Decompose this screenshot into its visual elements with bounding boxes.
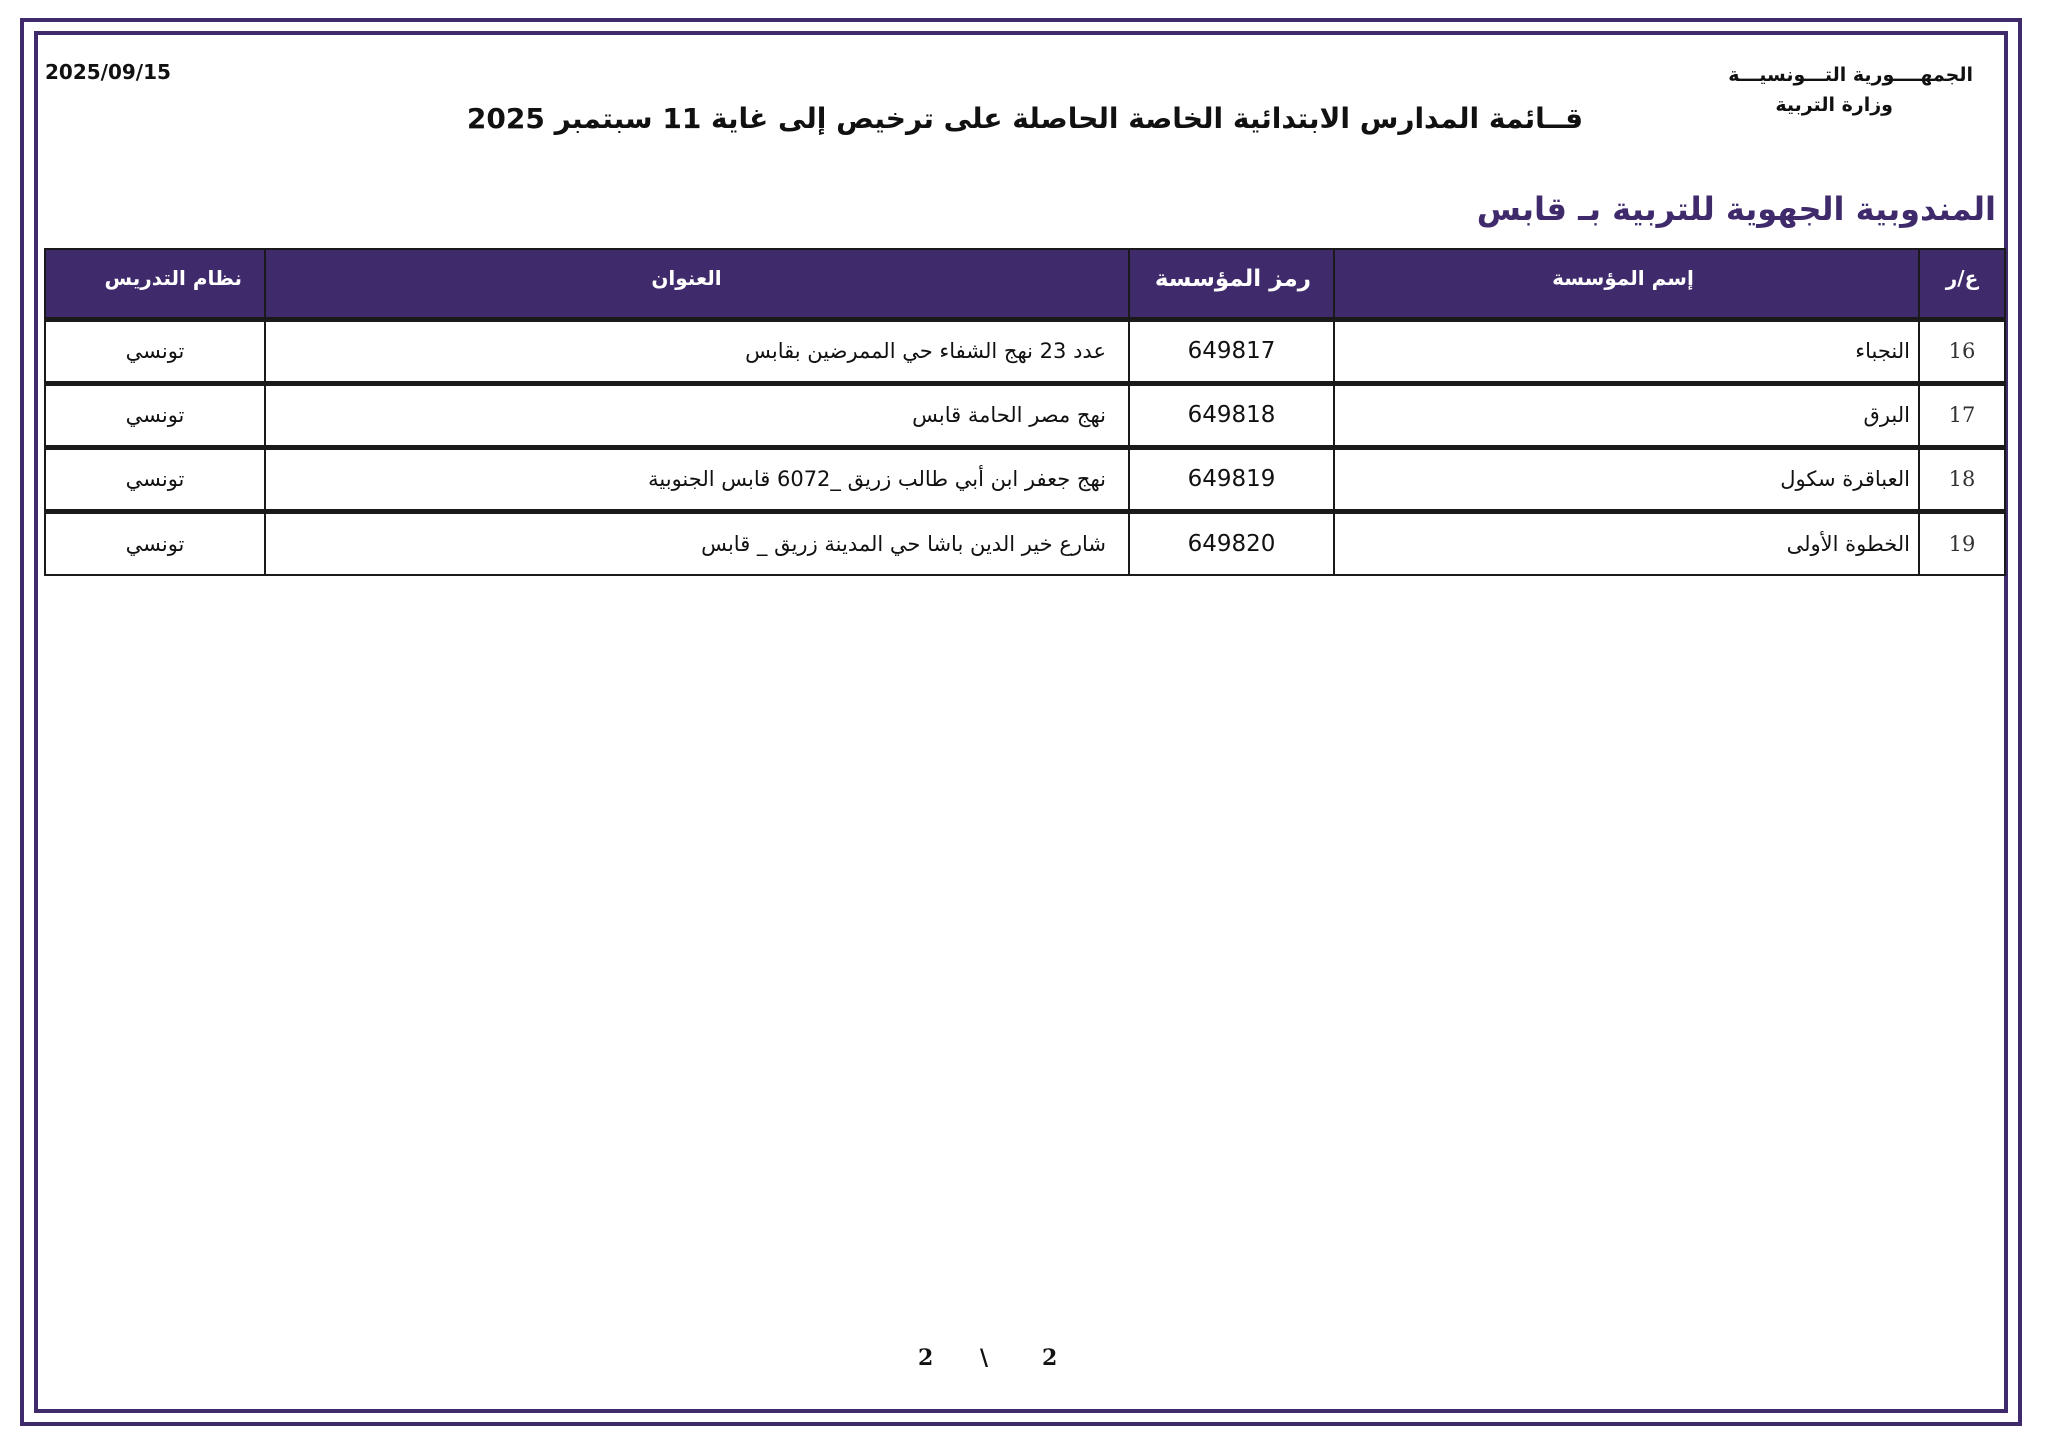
cell-system: تونسي [45,319,265,383]
cell-num: 16 [1919,319,2005,383]
ministry-label: وزارة التربية [1775,94,1893,116]
document-title: قــائمة المدارس الابتدائية الخاصة الحاصلة على ترخيص إلى غاية 11 سبتمبر 2025 [466,102,1584,135]
cell-address: شارع خير الدين باشا حي المدينة زريق _ قابس [265,511,1129,575]
page-separator: \ [980,1345,989,1371]
table-row [45,319,2005,383]
header-system: نظام التدريس [45,249,265,319]
table-header-row [45,249,2005,319]
cell-name: الخطوة الأولى [1334,511,1919,575]
page-current: 2 [1042,1345,1058,1371]
cell-name: النجباء [1334,319,1919,383]
cell-address: عدد 23 نهج الشفاء حي الممرضين بقابس [265,319,1129,383]
cell-code: 649820 [1129,511,1334,575]
region-title: المندوبية الجهوية للتربية بـ قابس [1476,190,1996,228]
header-name: إسم المؤسسة [1334,249,1919,319]
cell-num: 18 [1919,447,2005,511]
cell-num: 17 [1919,383,2005,447]
cell-name: البرق [1334,383,1919,447]
page-total: 2 [918,1345,934,1371]
cell-name: العباقرة سكول [1334,447,1919,511]
cell-address: نهج جعفر ابن أبي طالب زريق _6072 قابس الجنوبية [265,447,1129,511]
page-number [900,1345,1120,1375]
cell-system: تونسي [45,383,265,447]
cell-address: نهج مصر الحامة قابس [265,383,1129,447]
cell-system: تونسي [45,511,265,575]
cell-code: 649818 [1129,383,1334,447]
table-row [45,383,2005,447]
cell-code: 649819 [1129,447,1334,511]
cell-code: 649817 [1129,319,1334,383]
republic-label: الجمهــــورية التـــونسيـــة [1728,64,1973,86]
cell-num: 19 [1919,511,2005,575]
page-border-inner [34,31,2008,1413]
table-row [45,447,2005,511]
header-num: ع/ر [1919,249,2005,319]
header-address: العنوان [265,249,1129,319]
table-row [45,511,2005,575]
cell-system: تونسي [45,447,265,511]
schools-table [44,248,2006,576]
document-date: 2025/09/15 [45,60,171,84]
header-code: رمز المؤسسة [1129,249,1334,319]
